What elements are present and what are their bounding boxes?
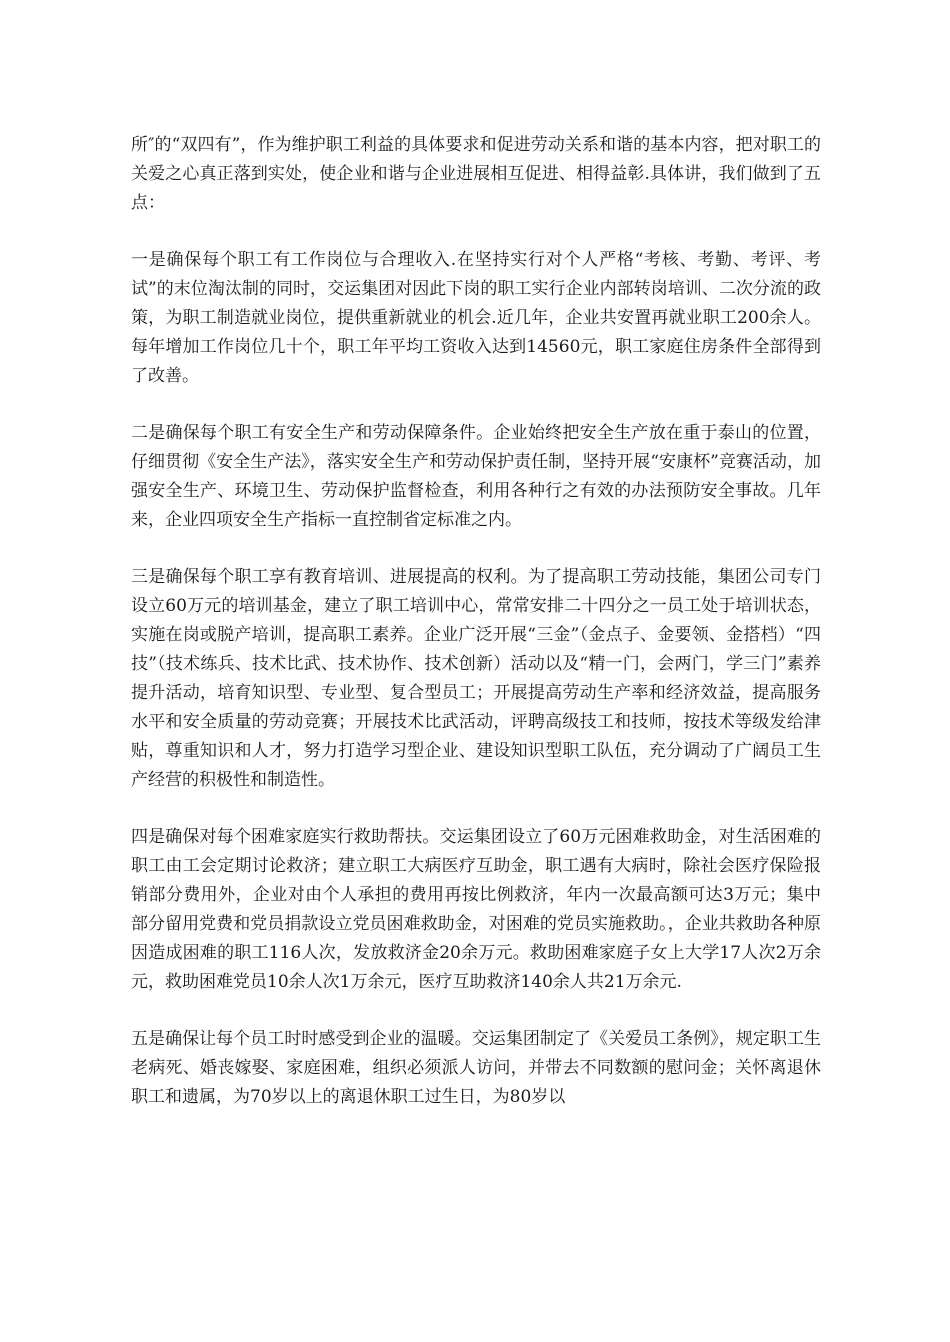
paragraph-point-four: 四是确保对每个困难家庭实行救助帮扶。交运集团设立了60万元困难救助金，对生活困难的职工由工会定期讨论救济；建立职工大病医疗互助金，职工遇有大病时，除社会医疗保险报销部分费用外，企业对由个人承担的费用再按比例救济，年内一次最高额可达3万元；集中部分留用党费和党员捐款设立党员困难救助金，对困难的党员实施救助。，企业共救助各种原因造成困难的职工116人次，发放救济金20余万元。救助困难家庭子女上大学17人次2万余元，救助困难党员10余人次1万余元，医疗互助救济140余人共21万余元. (131, 827, 821, 992)
paragraph-point-three: 三是确保每个职工享有教育培训、进展提高的权利。为了提高职工劳动技能，集团公司专门设立60万元的培训基金，建立了职工培训中心，常常安排二十四分之一员工处于培训状态，实施在岗或脱产培训，提高职工素养。企业广泛开展“三金”（金点子、金要领、金搭档）“四技”（技术练兵、技术比武、技术协作、技术创新）活动以及“精一门，会两门，学三门”素养提升活动，培育知识型、专业型、复合型员工；开展提高劳动生产率和经济效益，提高服务水平和安全质量的劳动竞赛；开展技术比武活动，评聘高级技工和技师，按技术等级发给津贴，尊重知识和人才，努力打造学习型企业、建设知识型职工队伍，充分调动了广阔员工生产经营的积极性和制造性。 (131, 567, 821, 790)
paragraph-intro: 所″的“双四有”，作为维护职工利益的具体要求和促进劳动关系和谐的基本内容，把对职工的关爱之心真正落到实处，使企业和谐与企业进展相互促进、相得益彰.具体讲，我们做到了五点： (131, 135, 821, 213)
paragraph-point-two: 二是确保每个职工有安全生产和劳动保障条件。企业始终把安全生产放在重于泰山的位置，仔细贯彻《安全生产法》，落实安全生产和劳动保护责任制，坚持开展“安康杯”竞赛活动，加强安全生产、环境卫生、劳动保护监督检查，利用各种行之有效的办法预防安全事故。几年来，企业四项安全生产指标一直控制省定标准之内。 (131, 423, 821, 530)
document-body (131, 131, 821, 1112)
paragraph-point-one: 一是确保每个职工有工作岗位与合理收入.在坚持实行对个人严格“考核、考勤、考评、考试”的末位淘汰制的同时，交运集团对因此下岗的职工实行企业内部转岗培训、二次分流的政策，为职工制造就业岗位，提供重新就业的机会.近几年，企业共安置再就业职工200余人。每年增加工作岗位几十个，职工年平均工资收入达到14560元，职工家庭住房条件全部得到了改善。 (131, 250, 821, 386)
paragraph-point-five: 五是确保让每个员工时时感受到企业的温暖。交运集团制定了《关爱员工条例》，规定职工生老病死、婚丧嫁娶、家庭困难，组织必须派人访问，并带去不同数额的慰问金；关怀离退休职工和遗属，为70岁以上的离退休职工过生日，为80岁以 (131, 1029, 821, 1107)
